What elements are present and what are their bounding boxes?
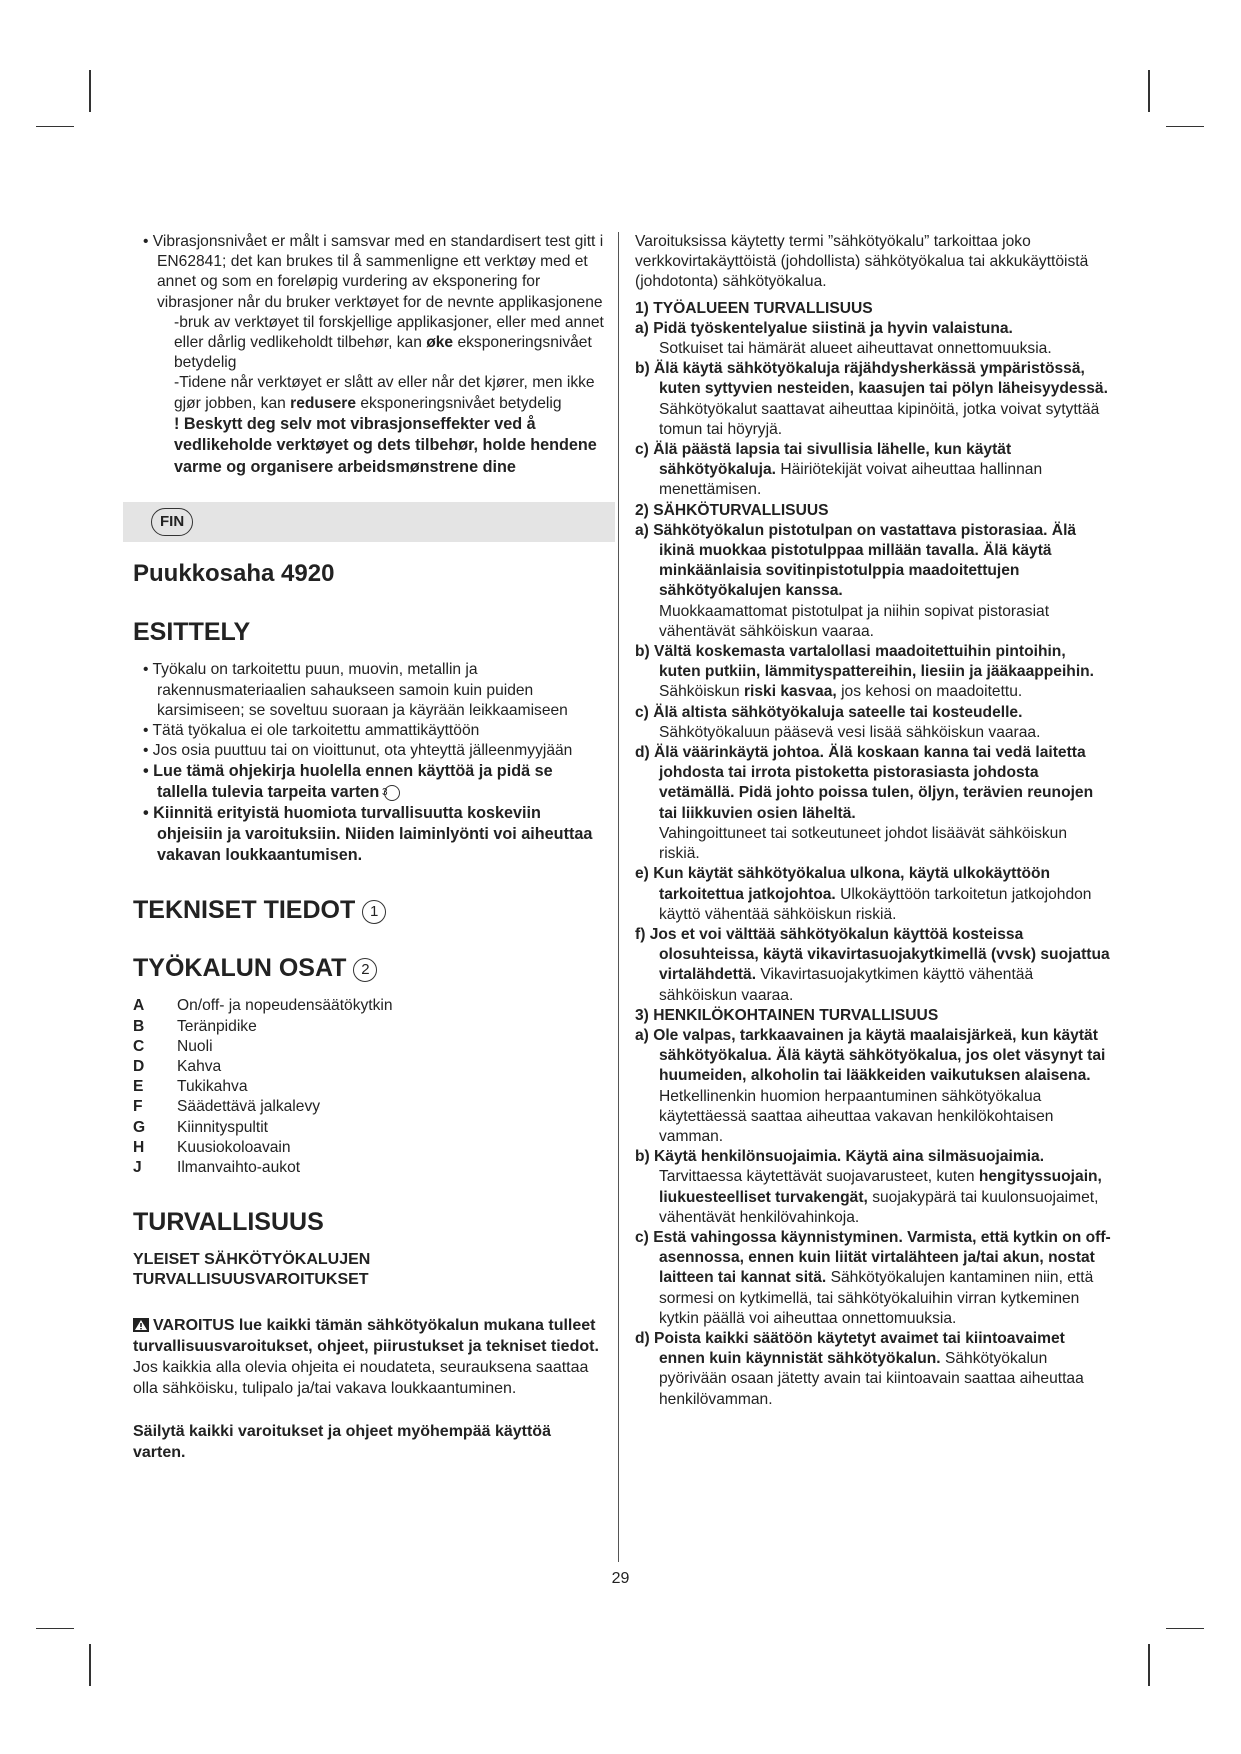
list-item: f) Jos et voi välttää sähkötyökalun käyttöä kosteissa olosuhteissa, käytä vikavirtasuojakytkimellä (vvsk) suojattua virtalähdettä. Vikavirtasuojakytkimen käyttö vähentää sähköiskun vaaraa. (635, 925, 1110, 1004)
figure-ref: 1 (362, 900, 386, 924)
crop-mark (1148, 70, 1150, 112)
section-heading: 2) SÄHKÖTURVALLISUUS (635, 501, 829, 519)
list-item: E Tukikahva (133, 1078, 248, 1096)
intro-bullet: • Kiinnitä erityistä huomiota turvallisuutta koskeviin ohjeisiin ja varoituksiin. Niiden laiminlyönti voi aiheuttaa vakavan loukkaantumisen. (143, 804, 593, 865)
terminology-intro: Varoituksissa käytetty termi ”sähkötyökalu” tarkoittaa joko verkkovirtakäyttöistä (johdollista) sähkötyökalua tai akkukäyttöistä (johdotonta) sähkötyökalua. (635, 233, 1089, 291)
list-item: C Nuoli (133, 1037, 213, 1055)
list-item: G Kiinnityspultit (133, 1118, 269, 1136)
list-item: e) Kun käytät sähkötyökalua ulkona, käytä ulkokäyttöön tarkoitettua jatkojohtoa. Ulkokäyttöön tarkoitetun jatkojohdon käyttö vähentää sähköiskun riskiä. (635, 865, 1092, 923)
vibration-bullet: • Vibrasjonsnivået er målt i samsvar med en standardisert test gitt i EN62841; det kan brukes til å sammenligne ett verktøy med et annet og som en foreløpig vurdering av eksponering for vibrasjoner når du bruker verktøyet for de nevnte applikasjonene (143, 233, 604, 311)
intro-bullet: • Jos osia puuttuu tai on vioittunut, ota yhteyttä jälleenmyyjään (143, 742, 573, 760)
language-badge: FIN (151, 508, 193, 536)
language-bar (123, 502, 615, 542)
left-column (133, 232, 605, 1463)
crop-mark (1166, 1628, 1204, 1629)
vibration-sub-2: -Tidene når verktøyet er slått av eller når det kjører, men ikke gjør jobben, kan redusere eksponeringsnivået betydelig (174, 374, 595, 412)
list-item: J Ilmanvaihto-aukot (133, 1158, 301, 1176)
crop-mark (1148, 1644, 1150, 1686)
crop-mark (1166, 126, 1204, 127)
list-item: c) Älä päästä lapsia tai sivullisia lähelle, kun käytät sähkötyökaluja. Häiriötekijät voivat aiheuttaa hallinnan menettämisen. (635, 441, 1043, 499)
intro-bullet: • Työkalu on tarkoitettu puun, muovin, metallin ja rakennusmateriaalien sahaukseen samoin kuin puiden karsimiseen; se soveltuu suoraan ja käyrään leikkaamiseen (143, 661, 568, 719)
list-item: B Teränpidike (133, 1017, 257, 1035)
safety-subheading: YLEISET SÄHKÖTYÖKALUJEN TURVALLISUUSVAROITUKSET (133, 1251, 371, 1289)
list-item: a) Sähkötyökalun pistotulpan on vastattava pistorasiaa. Älä ikinä muokkaa pistotulppaa millään tavalla. Älä käytä minkäänlaisia sovitinpistotulppia maadoitettujen sähkötyökalujen kanssa. Muokkaamattomat pistotulpat ja niihin sopivat pistorasiat vähentävät sähköiskun vaaraa. (635, 521, 1077, 640)
list-item: a) Pidä työskentelyalue siistinä ja hyvin valaistuna. Sotkuiset tai hämärät alueet aiheuttavat onnettomuuksia. (635, 319, 1052, 358)
intro-bullet: • Lue tämä ohjekirja huolella ennen käyttöä ja pidä se tallella tulevia tarpeita varten 3 (143, 762, 553, 802)
vibration-sub-1: -bruk av verktøyet til forskjellige applikasjoner, eller med annet eller dårlig vedlikeholdt tilbehør, kan øke eksponeringsnivået betydelig (174, 313, 604, 372)
list-item: D Kahva (133, 1057, 222, 1075)
list-item: b) Vältä koskemasta vartalollasi maadoitettuihin pintoihin, kuten putkiin, lämmityspattereihin, liesiin ja jääkaappeihin. Sähköiskun riski kasvaa, jos kehosi on maadoitettu. (635, 643, 1095, 701)
tech-heading: TEKNISET TIEDOT 1 (133, 896, 605, 924)
list-item: a) Ole valpas, tarkkaavainen ja käytä maalaisjärkeä, kun käytät sähkötyökalua. Älä käytä sähkötyökalua, jos olet väsynyt tai huumeiden, alkoholin tai lääkkeiden vaikutuksen alaisena. Hetkellinenkin huomion herpaantuminen sähkötyökalua käytettäessä saattaa aiheuttaa vakavan henkilökohtaisen vamman. (635, 1026, 1106, 1145)
crop-mark (89, 1644, 91, 1686)
list-item: H Kuusiokoloavain (133, 1138, 291, 1156)
figure-ref: 2 (353, 958, 377, 982)
crop-mark (89, 70, 91, 112)
warning-paragraph: VAROITUS lue kaikki tämän sähkötyökalun mukana tulleet turvallisuusvaroitukset, ohjeet, piirustukset ja tekniset tiedot. Jos kaikkia alla olevia ohjeita ei noudateta, seurauksena saattaa olla sähköisku, tulipalo ja/tai vakava loukkaantuminen. (133, 1316, 599, 1397)
column-divider (618, 232, 619, 1562)
right-column (635, 232, 1111, 1410)
intro-heading: ESITTELY (133, 618, 251, 647)
figure-ref: 3 (384, 785, 400, 801)
keep-instructions: Säilytä kaikki varoitukset ja ohjeet myöhempää käyttöä varten. (133, 1422, 551, 1461)
parts-list (133, 996, 605, 1178)
list-item: A On/off- ja nopeudensäätökytkin (133, 997, 393, 1015)
list-item: c) Älä altista sähkötyökaluja sateelle tai kosteudelle. Sähkötyökaluun pääsevä vesi lisää sähköiskun vaaraa. (635, 703, 1041, 741)
list-item: b) Käytä henkilönsuojaimia. Käytä aina silmäsuojaimia. Tarvittaessa käytettävät suojavarusteet, kuten hengityssuojain, liukuesteelliset turvakengät, suojakypärä tai kuulonsuojaimet, vähentävät henkilövahinkoja. (635, 1148, 1102, 1226)
parts-heading: TYÖKALUN OSAT 2 (133, 954, 605, 982)
safety-heading: TURVALLISUUS (133, 1208, 324, 1237)
section-heading: 3) HENKILÖKOHTAINEN TURVALLISUUS (635, 1006, 939, 1024)
crop-mark (36, 1628, 74, 1629)
vibration-protect-note: ! Beskytt deg selv mot vibrasjonseffekter ved å vedlikeholde verktøyet og dets tilbehør, holde hendene varme og organisere arbeidsmønstrene dine (174, 414, 597, 476)
list-item: c) Estä vahingossa käynnistyminen. Varmista, että kytkin on off-asennossa, ennen kuin liität virtalähteen ja/tai akun, nostat laitteen tai kannat sitä. Sähkötyökalujen kantaminen niin, että sormesi on kytkimellä, tai sähkötyökaluihin virran kytkeminen kytkin päällä voi aiheuttaa onnettomuuksia. (635, 1228, 1111, 1327)
list-item: F Säädettävä jalkalevy (133, 1098, 321, 1116)
section-heading: 1) TYÖALUEEN TURVALLISUUS (635, 299, 873, 317)
warning-triangle-icon (133, 1318, 149, 1332)
list-item: d) Poista kaikki säätöön käytetyt avaimet tai kiintoavaimet ennen kuin käynnistät sähkötyökalun. Sähkötyökalun pyörivään osaan jätetty avain tai kiintoavain saattaa aiheuttaa henkilövamman. (635, 1329, 1084, 1408)
crop-mark (36, 126, 74, 127)
page-number: 29 (611, 1570, 630, 1587)
product-title: Puukkosaha 4920 (133, 560, 335, 588)
list-item: b) Älä käytä sähkötyökaluja räjähdysherkässä ympäristössä, kuten syttyvien nesteiden, kaasujen tai pölyn läheisyydessä. Sähkötyökalut saattavat aiheuttaa kipinöitä, jotka voivat sytyttää tomun tai höyryjä. (635, 360, 1108, 438)
intro-bullet: • Tätä työkalua ei ole tarkoitettu ammattikäyttöön (143, 721, 480, 739)
list-item: d) Älä väärinkäytä johtoa. Älä koskaan kanna tai vedä laitetta johdosta tai irrota pistoketta pistorasiasta johdosta vetämällä. Pidä johto poissa tulen, öljyn, terävien reunojen tai liikkuvien osien läheltä. Vahingoittuneet tai sotkeutuneet johdot lisäävät sähköiskun riskiä. (635, 744, 1094, 863)
